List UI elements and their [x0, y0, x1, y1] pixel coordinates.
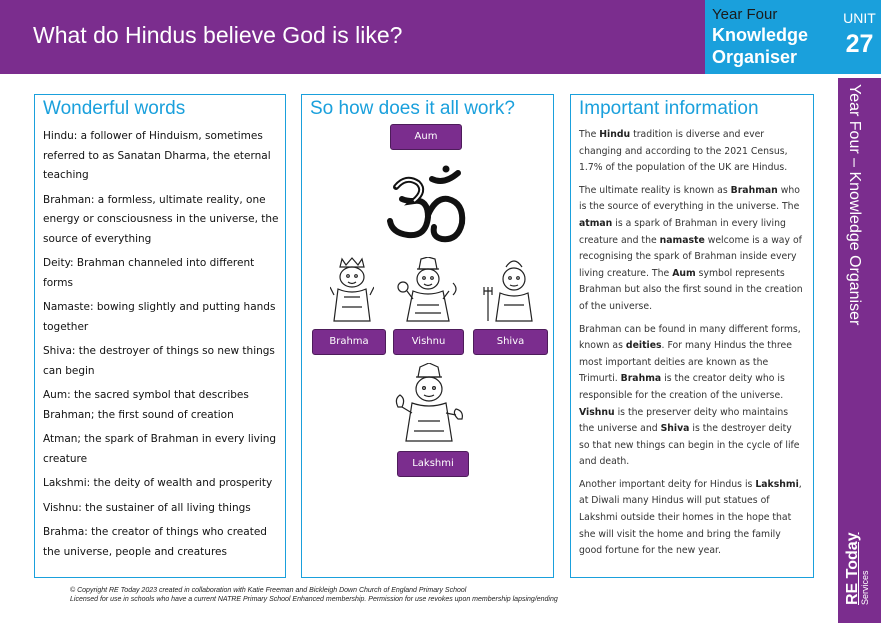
list-item: Shiva: the destroyer of things so new things can begin — [43, 345, 275, 377]
info-paragraph: The Hindu tradition is diverse and ever changing and according to the 2021 Census, 1.7% of the population of the UK are Hindus. — [579, 129, 788, 174]
info-paragraph: Brahman can be found in many different forms, known as deities. For many Hindus the three most important deities are known as the Trimurti. Brahma is the creator deity who is responsible for the creation of the universe. Vishnu is the preserver deity who maintains the universe and Shiva is the destroyer deity so that new things can begin in the cycle of life and death. — [579, 323, 801, 468]
list-item: Aum: the sacred symbol that describes Brahman; the first sound of creation — [43, 389, 249, 421]
how-it-works-panel — [301, 94, 554, 578]
brahma-label: Brahma — [312, 329, 386, 355]
list-item: Hindu: a follower of Hinduism, sometimes referred to as Sanatan Dharma, the eternal teaching — [43, 130, 271, 181]
sidebar-vertical-text: Year Four – Knowledge Organiser — [846, 84, 863, 326]
shiva-label: Shiva — [473, 329, 548, 355]
aum-symbol-icon — [384, 165, 474, 247]
list-item: Deity: Brahman channeled into different forms — [43, 257, 255, 289]
copyright-line-2: Licensed for use in schools who have a current NATRE Primary School Enhanced membership. Permission for use revokes upon membership lapsing/ending — [70, 596, 558, 603]
lakshmi-label: Lakshmi — [397, 451, 469, 477]
brand-name: RE Today — [844, 532, 861, 605]
shiva-deity-icon — [482, 257, 538, 325]
wonderful-words-title: Wonderful words — [43, 98, 186, 119]
year-box — [705, 0, 838, 74]
unit-number: 27 — [845, 30, 874, 58]
info-paragraph: Another important deity for Hindus is Lakshmi, at Diwali many Hindus will put statues of Lakshmi outside their homes in the hope that she will visit the home and bring the family good fortune for the new year. — [579, 478, 802, 557]
list-item: Brahma: the creator of things who created the universe, people and creatures — [43, 526, 267, 558]
info-text — [579, 127, 803, 566]
wonderful-words-panel — [34, 94, 286, 578]
copyright-line-1: © Copyright RE Today 2023 created in collaboration with Katie Freeman and Bickleigh Down Church of England Primary School — [70, 587, 467, 594]
unit-box — [838, 0, 881, 74]
knowledge-label: Knowledge — [712, 25, 809, 45]
info-paragraph: The ultimate reality is known as Brahman who is the source of everything in the universe. The atman is a spark of Brahman in every living creature and the namaste welcome is a way of recognising the spark of Brahman inside every living creature. The Aum symbol represents Brahman but also the first sound in the creation of the universe. — [579, 184, 803, 312]
aum-label: Aum — [390, 124, 462, 150]
unit-label: UNIT — [843, 10, 876, 26]
important-info-title: Important information — [579, 98, 759, 119]
organiser-label: Organiser — [712, 47, 798, 67]
brand-logo — [844, 532, 870, 605]
year-label: Year Four — [712, 6, 778, 23]
lakshmi-deity-icon — [392, 363, 466, 443]
vishnu-label: Vishnu — [393, 329, 464, 355]
list-item: Lakshmi: the deity of wealth and prosperity — [43, 477, 273, 489]
words-list — [43, 127, 285, 567]
how-it-works-title: So how does it all work? — [310, 98, 515, 119]
page-title: What do Hindus believe God is like? — [33, 22, 403, 48]
list-item: Namaste: bowing slightly and putting hands together — [43, 301, 276, 333]
copyright-notice — [70, 586, 790, 604]
brand-sub: Services — [860, 570, 870, 605]
sidebar — [838, 78, 881, 623]
vishnu-deity-icon — [397, 257, 459, 325]
important-info-panel — [570, 94, 814, 578]
list-item: Brahman: a formless, ultimate reality, one energy or consciousness in the universe, the source of everything — [43, 193, 279, 245]
brahma-deity-icon — [330, 257, 374, 325]
list-item: Vishnu: the sustainer of all living things — [43, 501, 251, 514]
list-item: Atman; the spark of Brahman in every living creature — [43, 433, 277, 465]
header-banner — [0, 0, 705, 74]
